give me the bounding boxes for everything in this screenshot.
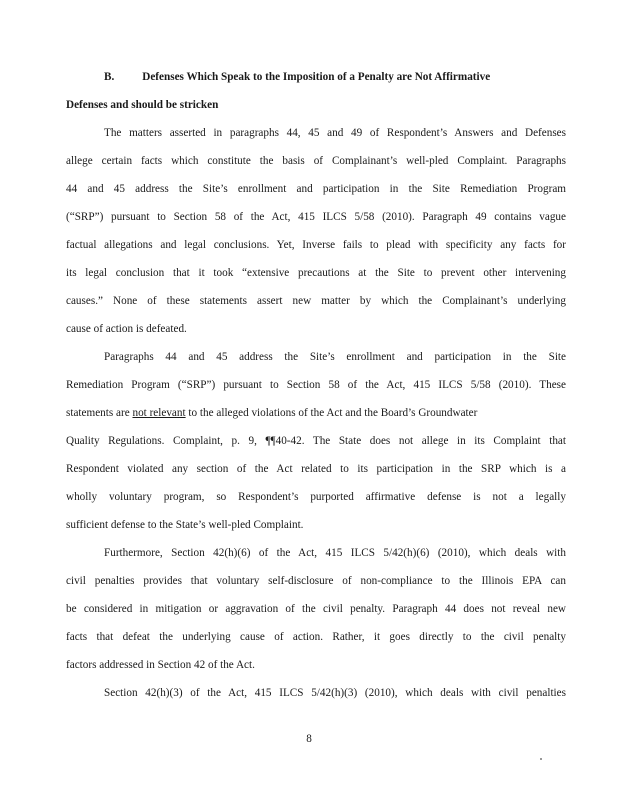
paragraph-1-line-7: causes.” None of these statements assert new matter by which the Complainant’s underlying bbox=[66, 295, 566, 307]
paragraph-2-line-3 bbox=[66, 406, 566, 420]
paragraph-3-line-1: Furthermore, Section 42(h)(6) of the Act, 415 ILCS 5/42(h)(6) (2010), which deals with bbox=[104, 547, 566, 559]
underlined-phrase: not relevant bbox=[132, 407, 186, 419]
paragraph-2-line-1: Paragraphs 44 and 45 address the Site’s enrollment and participation in the Site bbox=[104, 351, 566, 363]
paragraph-2-line-5: Respondent violated any section of the Act related to its participation in the SRP which is a bbox=[66, 463, 566, 475]
scan-speck bbox=[540, 758, 542, 760]
paragraph-2-line-4: Quality Regulations. Complaint, p. 9, ¶¶40-42. The State does not allege in its Complaint that bbox=[66, 435, 566, 447]
paragraph-4-line-1: Section 42(h)(3) of the Act, 415 ILCS 5/42(h)(3) (2010), which deals with civil penalties bbox=[104, 687, 566, 699]
paragraph-1-line-3: 44 and 45 address the Site’s enrollment and participation in the Site Remediation Program bbox=[66, 183, 566, 195]
section-letter: B. bbox=[104, 71, 115, 83]
paragraph-1-line-2: allege certain facts which constitute the basis of Complainant’s well-pled Complaint. Paragraphs bbox=[66, 155, 566, 167]
paragraph-1-line-8: cause of action is defeated. bbox=[66, 323, 187, 335]
paragraph-2-line-3-start: statements are bbox=[66, 407, 133, 419]
paragraph-1-line-5: factual allegations and legal conclusions. Yet, Inverse fails to plead with specificity any facts for bbox=[66, 239, 566, 251]
page-number: 8 bbox=[306, 733, 312, 745]
section-heading-line1 bbox=[104, 70, 524, 84]
paragraph-3-line-4: facts that defeat the underlying cause of action. Rather, it goes directly to the civil penalty bbox=[66, 631, 566, 643]
paragraph-1-line-6: its legal conclusion that it took “extensive precautions at the Site to prevent other intervening bbox=[66, 267, 566, 279]
paragraph-2-line-2: Remediation Program (“SRP”) pursuant to Section 58 of the Act, 415 ILCS 5/58 (2010). These bbox=[66, 379, 566, 391]
paragraph-3-line-5: factors addressed in Section 42 of the Act. bbox=[66, 659, 255, 671]
paragraph-1-line-4: (“SRP”) pursuant to Section 58 of the Act, 415 ILCS 5/58 (2010). Paragraph 49 contains vague bbox=[66, 211, 566, 223]
section-title-line1: Defenses Which Speak to the Imposition of a Penalty are Not Affirmative bbox=[142, 71, 491, 83]
paragraph-3-line-3: be considered in mitigation or aggravation of the civil penalty. Paragraph 44 does not reveal new bbox=[66, 603, 566, 615]
paragraph-2-line-7: sufficient defense to the State’s well-pled Complaint. bbox=[66, 519, 304, 531]
section-heading-line2: Defenses and should be stricken bbox=[66, 99, 219, 111]
paragraph-1-line-1: The matters asserted in paragraphs 44, 45 and 49 of Respondent’s Answers and Defenses bbox=[104, 127, 566, 139]
paragraph-2-line-6: wholly voluntary program, so Respondent’s purported affirmative defense is not a legally bbox=[66, 491, 566, 503]
paragraph-3-line-2: civil penalties provides that voluntary self-disclosure of non-compliance to the Illinois EPA can bbox=[66, 575, 566, 587]
paragraph-2-line-3-end: to the alleged violations of the Act and the Board’s Groundwater bbox=[185, 407, 478, 419]
